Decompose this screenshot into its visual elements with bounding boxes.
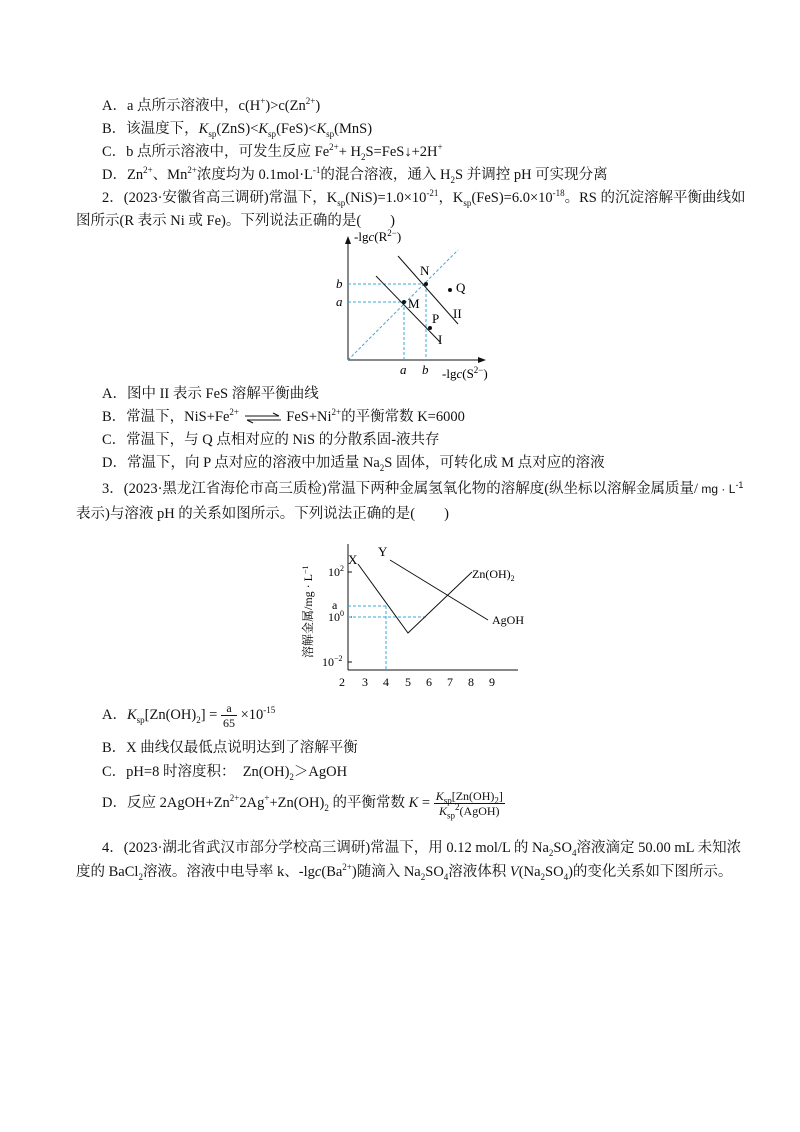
q2-point-n [424, 282, 428, 286]
q3-guides [348, 606, 428, 670]
q3-stem-line2: 表示)与溶液 pH 的关系如图所示。下列说法正确的是( ) [76, 506, 449, 522]
q3-option-d: D．反应 $2AgOH+Zn^{2+}2Ag^++Zn(OH)_2$ 的平衡常数 K = $\frac{K_{sp}[Zn(OH)_2]}{K_{sp}^2(AgOH)}$ [102, 789, 503, 821]
q2-option-d: D．常温下，向 P 点对应的溶液中加适量 $Na_2S$ 固体，可转化成 M 点对应的溶液 [102, 455, 605, 473]
q2-label-i: I [438, 332, 443, 347]
svg-text:2: 2 [339, 675, 345, 689]
q2-point-q [448, 288, 452, 292]
svg-text:7: 7 [447, 675, 453, 689]
q2-point-p [428, 326, 432, 330]
q2-xlabel: $-\lg c(S^{2-})$ [442, 365, 488, 381]
svg-text:6: 6 [426, 675, 432, 689]
q3-ylabel: 溶解金属$/mg \cdot L^{-1}$ [301, 565, 315, 658]
q3-label-agoh: AgOH [492, 613, 524, 627]
q1-option-c: C．b 点所示溶液中，可发生反应 $Fe^{2+}+$ $H_2S=FeS↓+2H^+$ [102, 142, 443, 162]
q4-stem-line2: 度的 BaCl$_2$溶液。溶液中电导率 k、$-\lg c(Ba^{2+})$随滴入 $Na_2SO_4$溶液体积 $V(Na_2SO_4)$的变化关系如下图所示。 [76, 862, 733, 882]
q3-option-a: A．$K_{sp}[Zn(OH)_2]$ = $\frac{a}{65}$ $\times 10^{-15}$ [102, 701, 276, 731]
equilibrium-arrow-icon [243, 412, 283, 424]
svg-text:8: 8 [468, 675, 474, 689]
q3-ytick-0: $10^0$ [328, 609, 344, 624]
q3-option-d-fraction: $\frac{K_{sp}[Zn(OH)_2]}{K_{sp}^2(AgOH)}$ [435, 789, 503, 821]
q3-ytick-m2: $10^{-2}$ [322, 654, 343, 669]
q2-point-m [402, 300, 406, 304]
q1-option-b: B．该温度下，$K_{sp}(ZnS)<K_{sp}(FeS)<K_{sp}(MnS)$ [102, 121, 373, 139]
q3-chart [298, 536, 538, 696]
q3-axes [348, 544, 518, 670]
svg-text:5: 5 [405, 675, 411, 689]
q2-y-arrow [345, 236, 351, 244]
q3-curve-x-zn [358, 564, 472, 633]
q3-label-y: Y [378, 544, 388, 559]
q2-option-b-post: $FeS+Ni^{2+}$的平衡常数 K=6000 [286, 407, 465, 425]
q2-label-n: N [420, 263, 430, 278]
q3-option-c: C．pH=8 时溶度积： $Zn(OH)_2>AgOH$ [102, 764, 348, 782]
q1-option-a: A．a 点所示溶液中，$c(H^+)>c(Zn^{2+})$ [102, 96, 321, 114]
q2-xtick-a: a [400, 362, 407, 377]
q3-ytick-a: a [332, 598, 338, 612]
svg-text:4: 4 [383, 675, 389, 689]
q4-stem-line1: 4．(2023·湖北省武汉市部分学校高三调研)常温下，用 0.12 mol/L 的 $Na_2SO_4$溶液滴定 50.00 mL 未知浓 [102, 840, 742, 858]
q1-option-d: D．$Zn^{2+}$、$Mn^{2+}$浓度均为 $0.1mol\cdot L^{-1}$的混合溶液，通入 $H_2S$ 并调控 pH 可实现分离 [102, 165, 608, 185]
q3-xticks [339, 675, 495, 689]
q3-ytick-2: $10^2$ [328, 564, 344, 579]
q2-label-p: P [432, 311, 440, 326]
q2-label-q: Q [456, 280, 466, 295]
q2-xtick-b: b [422, 362, 429, 377]
q2-label-m: M [408, 296, 420, 311]
q2-stem-line2: 图所示(R 表示 Ni 或 Fe)。下列说法正确的是( ) [76, 213, 395, 229]
q3-label-x: X [348, 552, 358, 567]
q2-option-c: C．常温下，与 Q 点相对应的 NiS 的分散系固-液共存 [102, 432, 440, 448]
q3-option-b: B．X 曲线仅最低点说明达到了溶解平衡 [102, 740, 358, 756]
q2-ytick-a: a [336, 294, 343, 309]
q3-label-zn: $Zn(OH)_2$ [472, 567, 515, 583]
svg-text:3: 3 [362, 675, 368, 689]
q2-label-ii: II [453, 306, 462, 321]
q2-ylabel: $-\lg c(R^{2-})$ [354, 228, 402, 244]
q2-x-arrow [478, 357, 486, 363]
q2-option-a: A．图中 II 表示 FeS 溶解平衡曲线 [102, 386, 319, 402]
q2-option-b-pre: B．常温下，$NiS+Fe^{2+}$ [102, 407, 239, 425]
q2-chart [330, 228, 510, 384]
svg-text:9: 9 [489, 675, 495, 689]
q2-option-b [102, 407, 465, 427]
q2-ytick-b: b [336, 276, 343, 291]
q2-stem-line1: 2．(2023·安徽省高三调研)常温下，$K_{sp}(NiS)=1.0\times 10^{-21}$，$K_{sp}(FeS)=6.0\times 10^{-18}$。RS 的沉淀溶解平衡曲线如 [102, 188, 746, 208]
q3-option-a-fraction: $\frac{a}{65}$ [222, 701, 235, 731]
q3-stem-line1: 3．(2023·黑龙江省海伦市高三质检)常温下两种金属氢氧化物的溶解度(纵坐标以溶解金属质量/ mg · $L^{-1}$ [102, 480, 744, 497]
